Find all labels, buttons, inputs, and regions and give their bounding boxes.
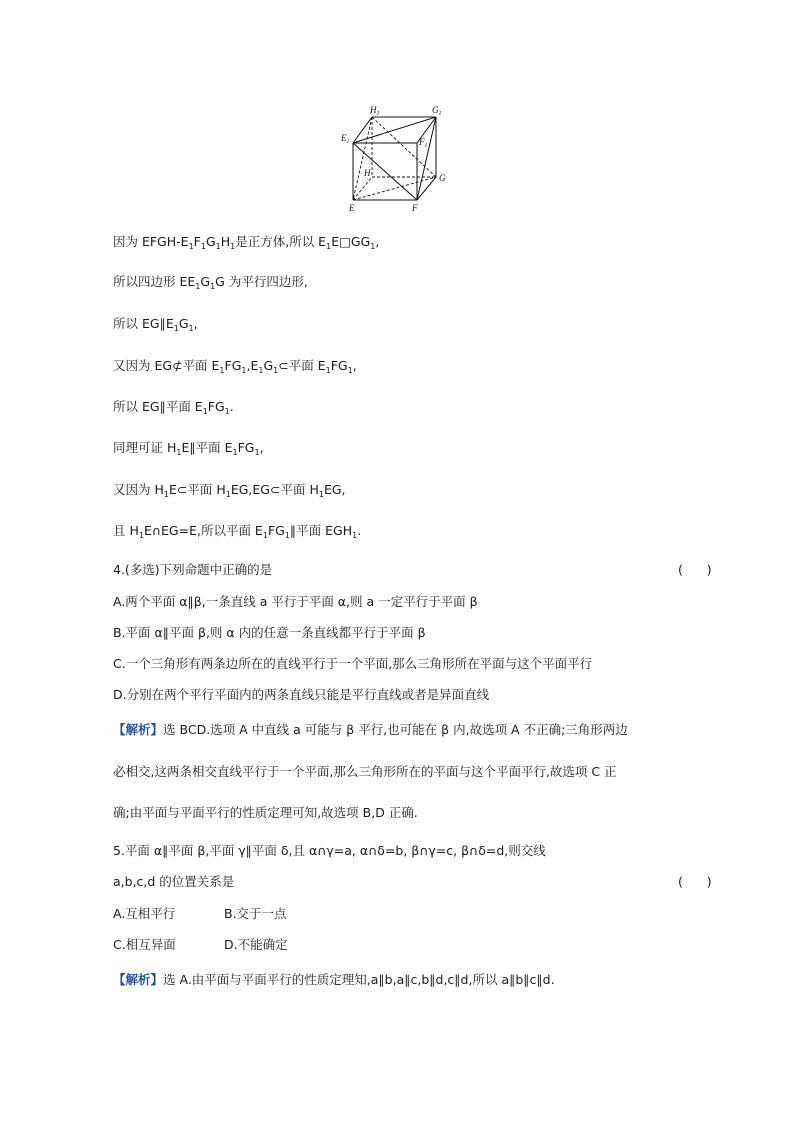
cube-figure	[338, 100, 456, 215]
q5-option-d: D.不能确定	[224, 937, 288, 952]
proof-line-5: 所以 EG∥平面 $E_1FG_1$.	[113, 399, 234, 416]
proof-line-8: 且 $H_1E\cap EG=E$,所以平面 $E_1FG_1\parallel$平面 $EGH_1$.	[113, 523, 362, 540]
q5-stem-line-1: 5.平面 α∥平面 β,平面 γ∥平面 δ,且 α∩γ=a, α∩δ=b, β∩γ=c, β∩δ=d,则交线	[113, 843, 546, 858]
proof-line-1: 因为 EFGH-$E_1F_1G_1H_1$是正方体,所以 $E_1E□GG_1$,	[113, 234, 380, 251]
analysis-tag: 【解析】	[113, 722, 164, 737]
label-F: F	[412, 203, 418, 213]
q5-stem-line-2: a,b,c,d 的位置关系是	[113, 874, 235, 889]
q4-option-c: C.一个三角形有两条边所在的直线平行于一个平面,那么三角形所在平面与这个平面平行	[113, 656, 593, 671]
q5-option-a: A.互相平行	[113, 906, 176, 921]
proof-line-7: 又因为 $H_1E\subset$平面 $H_1EG,EG\subset$平面 $H_1EG$,	[113, 482, 346, 499]
q4-option-a: A.两个平面 α∥β,一条直线 a 平行于平面 α,则 a 一定平行于平面 β	[113, 594, 478, 609]
q4-analysis-line-2: 必相交,这两条相交直线平行于一个平面,那么三角形所在的平面与这个平面平行,故选项 C 正	[113, 764, 617, 779]
hidden-edge-E-H	[353, 177, 372, 200]
q5-answer-paren: ( )	[678, 874, 712, 889]
proof-line-4: 又因为 EG⊄平面 $E_1FG_1,E_1G_1\subset$平面 $E_1FG_1$,	[113, 358, 357, 375]
q4-stem: 4.(多选)下列命题中正确的是	[113, 562, 273, 577]
cube-diagram	[338, 100, 456, 215]
label-G1: $G_1$	[432, 105, 442, 117]
q4-option-b: B.平面 α∥平面 β,则 α 内的任意一条直线都平行于平面 β	[113, 625, 426, 640]
edge-E1-H1	[353, 117, 372, 143]
q4-analysis-line-1: 【解析】选 BCD.选项 A 中直线 a 可能与 β 平行,也可能在 β 内,故选项 A 不正确;三角形两边	[113, 722, 628, 737]
q5-option-c: C.相互异面	[113, 937, 176, 952]
label-E1: $E_1$	[341, 133, 350, 145]
proof-line-3: 所以 $EG\parallel E_1G_1$,	[113, 316, 198, 333]
proof-line-6: 同理可证 $H_1E\parallel$平面 $E_1FG_1$,	[113, 440, 264, 457]
label-H: H	[364, 168, 371, 178]
edge-E1-F	[353, 143, 417, 200]
q5-option-b: B.交于一点	[224, 906, 287, 921]
label-F1: $F_1$	[419, 137, 428, 149]
label-H1: $H_1$	[370, 105, 380, 117]
proof-line-2: 所以四边形 $EE_1G_1G$ 为平行四边形,	[113, 274, 308, 291]
q4-analysis-line-3: 确;由平面与平面平行的性质定理可知,故选项 B,D 正确.	[113, 805, 418, 820]
label-E: E	[349, 203, 355, 213]
label-G: G	[439, 173, 446, 183]
q4-option-d: D.分别在两个平行平面内的两条直线只能是平行直线或者是异面直线	[113, 687, 490, 702]
q5-analysis: 【解析】选 A.由平面与平面平行的性质定理知,a∥b,a∥c,b∥d,c∥d,所以 a∥b∥c∥d.	[113, 972, 555, 987]
q4-answer-paren: ( )	[678, 562, 712, 577]
analysis-tag: 【解析】	[113, 972, 164, 987]
